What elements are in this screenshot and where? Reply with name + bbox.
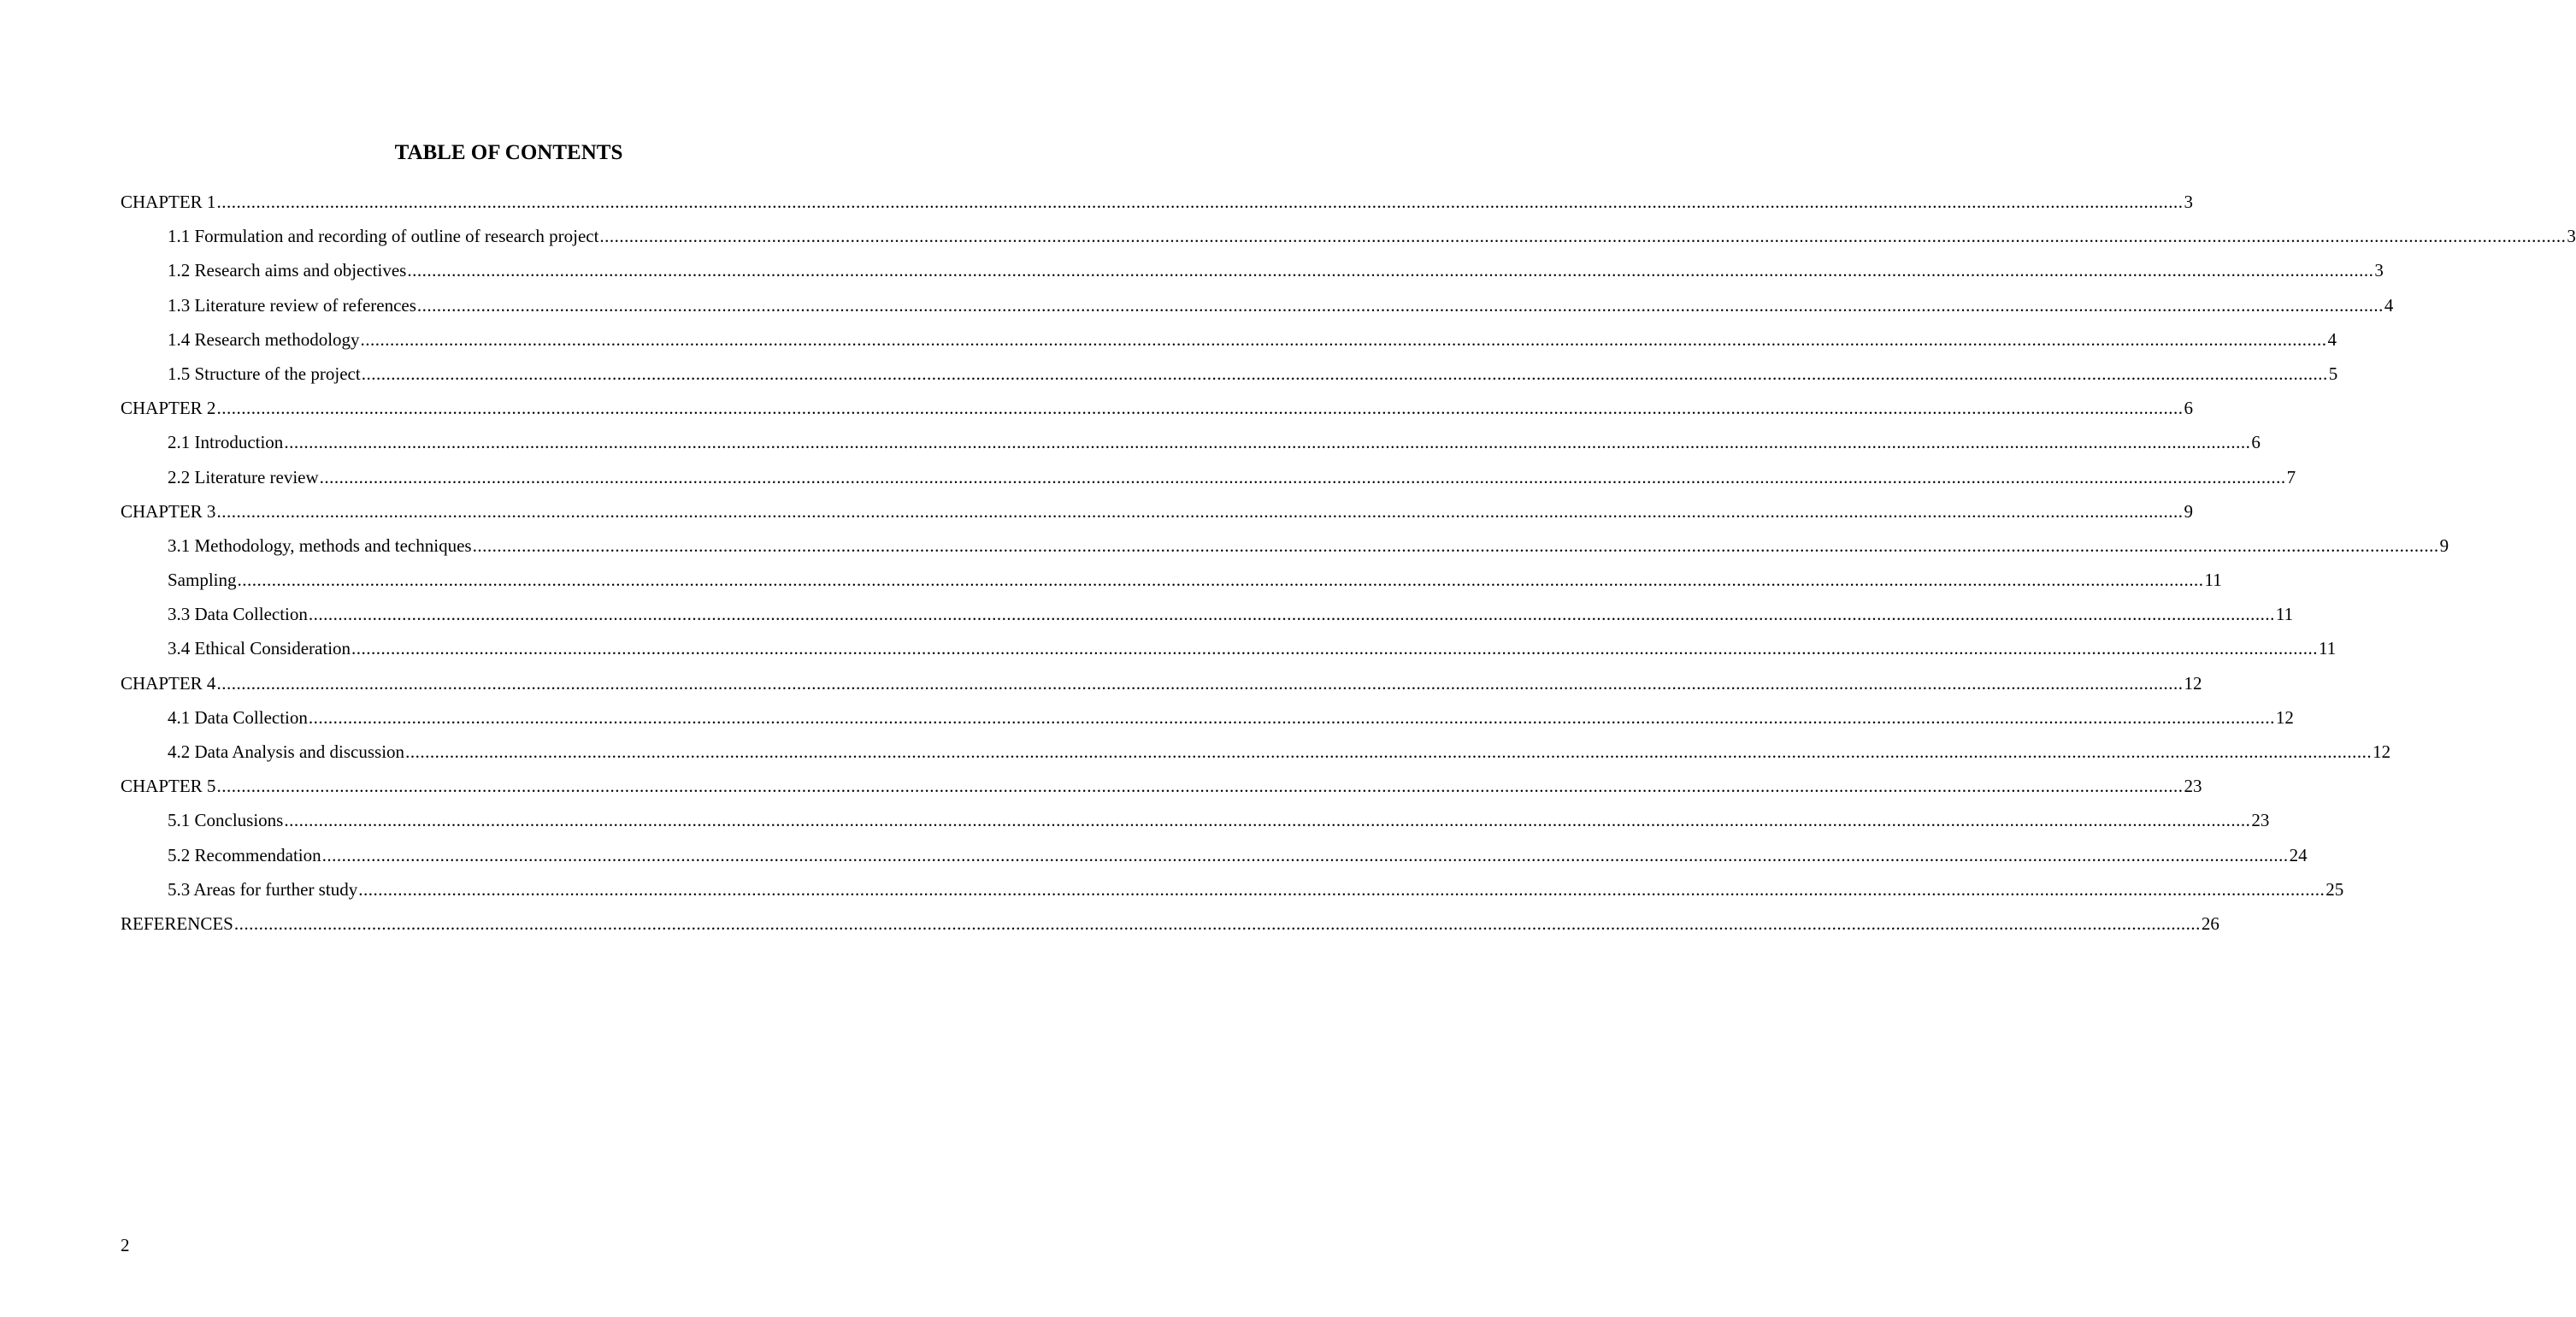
toc-dot-leader: ................................................................................................................................................................................................................................................................................................................................................................................................................ xyxy=(233,912,2201,934)
toc-dot-leader: ................................................................................................................................................................................................................................................................................................................................................................................................................ xyxy=(416,294,2384,316)
toc-entry-page: 11 xyxy=(2275,604,2294,625)
toc-section-entry[interactable] xyxy=(121,324,2337,358)
toc-dot-leader: ................................................................................................................................................................................................................................................................................................................................................................................................................ xyxy=(405,741,2373,762)
toc-chapter-entry[interactable] xyxy=(121,186,2193,221)
toc-entry-page: 5 xyxy=(2328,363,2338,384)
toc-dot-leader: ................................................................................................................................................................................................................................................................................................................................................................................................................ xyxy=(361,363,2328,384)
toc-entry-page: 3 xyxy=(2184,192,2193,212)
toc-entry-page: 11 xyxy=(2204,570,2222,591)
toc-entry-title: 4.1 Data Collection xyxy=(168,706,308,728)
toc-section-entry[interactable] xyxy=(121,427,2261,461)
toc-dot-leader: ................................................................................................................................................................................................................................................................................................................................................................................................................ xyxy=(216,192,2184,212)
toc-section-entry[interactable] xyxy=(121,736,2391,771)
toc-entry-title: REFERENCES xyxy=(121,912,233,934)
toc-entry-page: 3 xyxy=(2567,226,2576,247)
toc-dot-leader: ................................................................................................................................................................................................................................................................................................................................................................................................................ xyxy=(599,226,2567,247)
toc-dot-leader: ................................................................................................................................................................................................................................................................................................................................................................................................................ xyxy=(308,706,2275,728)
toc-entry-page: 12 xyxy=(2275,706,2294,728)
toc-section-entry[interactable] xyxy=(121,462,2296,496)
toc-section-entry[interactable] xyxy=(121,805,2270,839)
toc-entry-title: 1.4 Research methodology xyxy=(168,328,360,350)
toc-dot-leader: ................................................................................................................................................................................................................................................................................................................................................................................................................ xyxy=(216,500,2184,522)
toc-chapter-entry[interactable] xyxy=(121,771,2202,805)
toc-section-entry[interactable] xyxy=(121,599,2294,633)
toc-section-entry[interactable] xyxy=(121,290,2394,324)
toc-chapter-entry[interactable] xyxy=(121,393,2193,427)
toc-entry-page: 12 xyxy=(2373,741,2391,762)
toc-entry-page: 9 xyxy=(2184,500,2193,522)
toc-dot-leader: ................................................................................................................................................................................................................................................................................................................................................................................................................ xyxy=(321,844,2289,865)
toc-entry-title: 5.2 Recommendation xyxy=(168,844,321,865)
toc-entry-title: Sampling xyxy=(168,570,237,591)
toc-entry-title: 1.3 Literature review of references xyxy=(168,294,416,316)
toc-chapter-entry[interactable] xyxy=(121,496,2193,530)
toc-entry-title: 1.5 Structure of the project xyxy=(168,363,361,384)
toc-entry-page: 6 xyxy=(2251,432,2261,453)
toc-entry-page: 3 xyxy=(2374,260,2384,281)
toc-section-entry[interactable] xyxy=(121,221,2576,255)
toc-entry-page: 6 xyxy=(2184,398,2193,419)
toc-section-entry[interactable] xyxy=(121,530,2449,564)
toc-entry-title: 1.1 Formulation and recording of outline of research project xyxy=(168,226,599,247)
toc-dot-leader: ................................................................................................................................................................................................................................................................................................................................................................................................................ xyxy=(407,260,2374,281)
toc-chapter-entry[interactable] xyxy=(121,668,2202,702)
toc-section-entry[interactable] xyxy=(121,255,2384,289)
toc-entry-page: 23 xyxy=(2184,776,2202,797)
toc-entry-page: 4 xyxy=(2384,294,2394,316)
toc-entry-page: 23 xyxy=(2251,810,2270,831)
table-of-contents xyxy=(121,186,2576,942)
toc-entry-title: 4.2 Data Analysis and discussion xyxy=(168,741,405,762)
toc-entry-page: 26 xyxy=(2201,912,2219,934)
toc-dot-leader: ................................................................................................................................................................................................................................................................................................................................................................................................................ xyxy=(237,570,2204,591)
toc-entry-title: CHAPTER 1 xyxy=(121,192,216,212)
toc-dot-leader: ................................................................................................................................................................................................................................................................................................................................................................................................................ xyxy=(360,328,2327,350)
toc-dot-leader: ................................................................................................................................................................................................................................................................................................................................................................................................................ xyxy=(319,466,2286,487)
toc-dot-leader: ................................................................................................................................................................................................................................................................................................................................................................................................................ xyxy=(472,534,2439,556)
toc-entry-title: 3.4 Ethical Consideration xyxy=(168,638,351,659)
toc-entry-page: 11 xyxy=(2319,638,2337,659)
toc-dot-leader: ................................................................................................................................................................................................................................................................................................................................................................................................................ xyxy=(216,398,2184,419)
toc-dot-leader: ................................................................................................................................................................................................................................................................................................................................................................................................................ xyxy=(216,776,2184,797)
toc-entry-title: 2.2 Literature review xyxy=(168,466,319,487)
toc-entry-title: CHAPTER 2 xyxy=(121,398,216,419)
toc-section-entry[interactable] xyxy=(121,874,2344,908)
toc-entry-title: 5.1 Conclusions xyxy=(168,810,284,831)
toc-dot-leader: ................................................................................................................................................................................................................................................................................................................................................................................................................ xyxy=(284,810,2251,831)
toc-dot-leader: ................................................................................................................................................................................................................................................................................................................................................................................................................ xyxy=(284,432,2251,453)
toc-entry-page: 12 xyxy=(2184,672,2202,694)
toc-dot-leader: ................................................................................................................................................................................................................................................................................................................................................................................................................ xyxy=(308,604,2275,625)
toc-section-entry[interactable] xyxy=(121,358,2338,393)
toc-entry-page: 25 xyxy=(2325,878,2344,900)
toc-dot-leader: ................................................................................................................................................................................................................................................................................................................................................................................................................ xyxy=(216,672,2184,694)
page-title: TABLE OF CONTENTS xyxy=(394,141,623,164)
toc-chapter-entry[interactable] xyxy=(121,908,2219,942)
toc-entry-title: 3.1 Methodology, methods and techniques xyxy=(168,534,472,556)
toc-entry-title: 3.3 Data Collection xyxy=(168,604,308,625)
toc-entry-title: CHAPTER 5 xyxy=(121,776,216,797)
toc-section-entry[interactable] xyxy=(121,633,2337,667)
toc-section-entry[interactable] xyxy=(121,564,2222,599)
toc-section-entry[interactable] xyxy=(121,840,2308,874)
toc-entry-page: 9 xyxy=(2439,534,2449,556)
toc-entry-page: 24 xyxy=(2289,844,2308,865)
toc-entry-title: CHAPTER 3 xyxy=(121,500,216,522)
toc-dot-leader: ................................................................................................................................................................................................................................................................................................................................................................................................................ xyxy=(358,878,2325,900)
page-number: 2 xyxy=(121,1235,130,1255)
toc-entry-title: 1.2 Research aims and objectives xyxy=(168,260,407,281)
toc-entry-title: CHAPTER 4 xyxy=(121,672,216,694)
toc-entry-title: 5.3 Areas for further study xyxy=(168,878,358,900)
toc-entry-page: 4 xyxy=(2327,328,2337,350)
toc-entry-page: 7 xyxy=(2286,466,2296,487)
toc-entry-title: 2.1 Introduction xyxy=(168,432,284,453)
toc-dot-leader: ................................................................................................................................................................................................................................................................................................................................................................................................................ xyxy=(351,638,2319,659)
toc-section-entry[interactable] xyxy=(121,702,2294,736)
